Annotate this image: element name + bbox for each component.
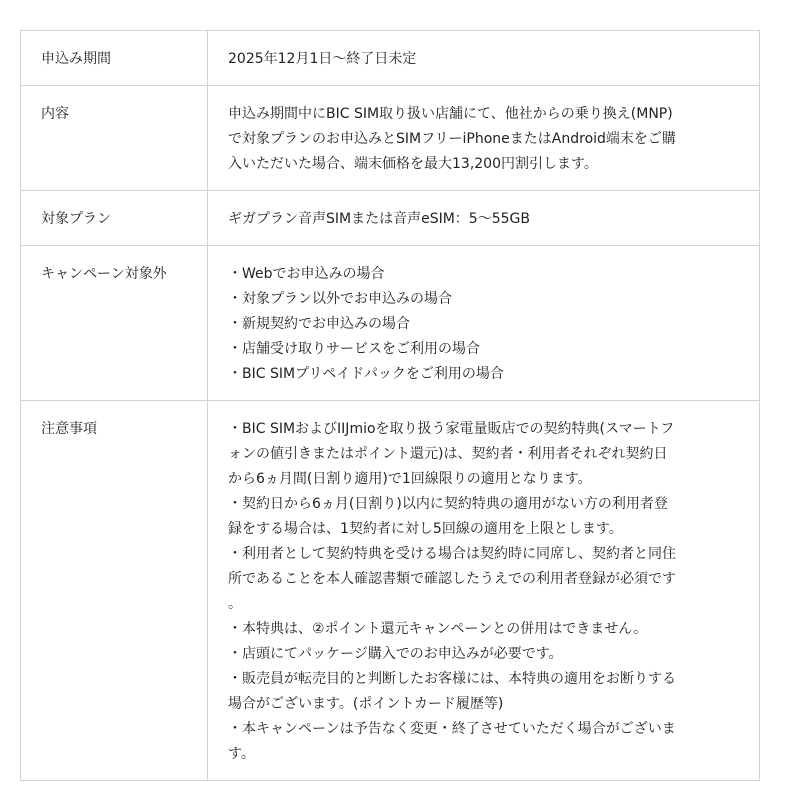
value-line: 。	[228, 596, 242, 612]
value-line: 2025年12月1日〜終了日未定	[228, 51, 417, 67]
value-line: 入いただいた場合、端末価格を最大13,200円割引します。	[228, 156, 598, 172]
value-line: ・BIC SIMおよびIIJmioを取り扱う家電量販店での契約特典(スマートフ	[228, 421, 675, 437]
value-line: ・利用者として契約特典を受ける場合は契約時に同席し、契約者と同住	[228, 546, 676, 562]
row-label: 対象プラン	[21, 191, 208, 246]
value-line: ・店舗受け取りサービスをご利用の場合	[228, 341, 480, 357]
value-line: 申込み期間中にBIC SIM取り扱い店舗にて、他社からの乗り換え(MNP)	[228, 106, 673, 122]
value-line: ・本キャンペーンは予告なく変更・終了させていただく場合がございま	[228, 721, 676, 737]
row-value	[208, 191, 760, 246]
value-line: ・本特典は、②ポイント還元キャンペーンとの併用はできません。	[228, 621, 648, 637]
row-label: キャンペーン対象外	[21, 246, 208, 401]
table-row-campaign-exclusions	[21, 246, 760, 401]
row-value	[208, 401, 760, 781]
row-value	[208, 246, 760, 401]
value-line: 場合がございます。(ポイントカード履歴等)	[228, 696, 504, 712]
value-line: ・Webでお申込みの場合	[228, 266, 385, 282]
table-row-notes	[21, 401, 760, 781]
value-line: ・販売員が転売目的と判断したお客様には、本特典の適用をお断りする	[228, 671, 676, 687]
table-row-application-period	[21, 31, 760, 86]
value-line: から6ヵ月間(日割り適用)で1回線限りの適用となります。	[228, 471, 592, 487]
table-row-content	[21, 86, 760, 191]
value-line: ォンの値引きまたはポイント還元)は、契約者・利用者それぞれ契約日	[228, 446, 668, 462]
value-line: 所であることを本人確認書類で確認したうえでの利用者登録が必須です	[228, 571, 676, 587]
row-value	[208, 86, 760, 191]
value-line: す。	[228, 746, 255, 762]
value-line: 録をする場合は、1契約者に対し5回線の適用を上限とします。	[228, 521, 623, 537]
value-line: ・契約日から6ヵ月(日割り)以内に契約特典の適用がない方の利用者登	[228, 496, 668, 512]
value-line: ・新規契約でお申込みの場合	[228, 316, 410, 332]
row-label: 内容	[21, 86, 208, 191]
table-row-target-plan	[21, 191, 760, 246]
row-value	[208, 31, 760, 86]
row-label: 注意事項	[21, 401, 208, 781]
value-line: ギガプラン音声SIMまたは音声eSIM：5〜55GB	[228, 211, 530, 227]
value-line: ・店頭にてパッケージ購入でのお申込みが必要です。	[228, 646, 563, 662]
value-line: で対象プランのお申込みとSIMフリーiPhoneまたはAndroid端末をご購	[228, 131, 676, 147]
value-line: ・対象プラン以外でお申込みの場合	[228, 291, 452, 307]
value-line: ・BIC SIMプリペイドパックをご利用の場合	[228, 366, 504, 382]
row-label: 申込み期間	[21, 31, 208, 86]
campaign-details-table	[20, 30, 760, 781]
